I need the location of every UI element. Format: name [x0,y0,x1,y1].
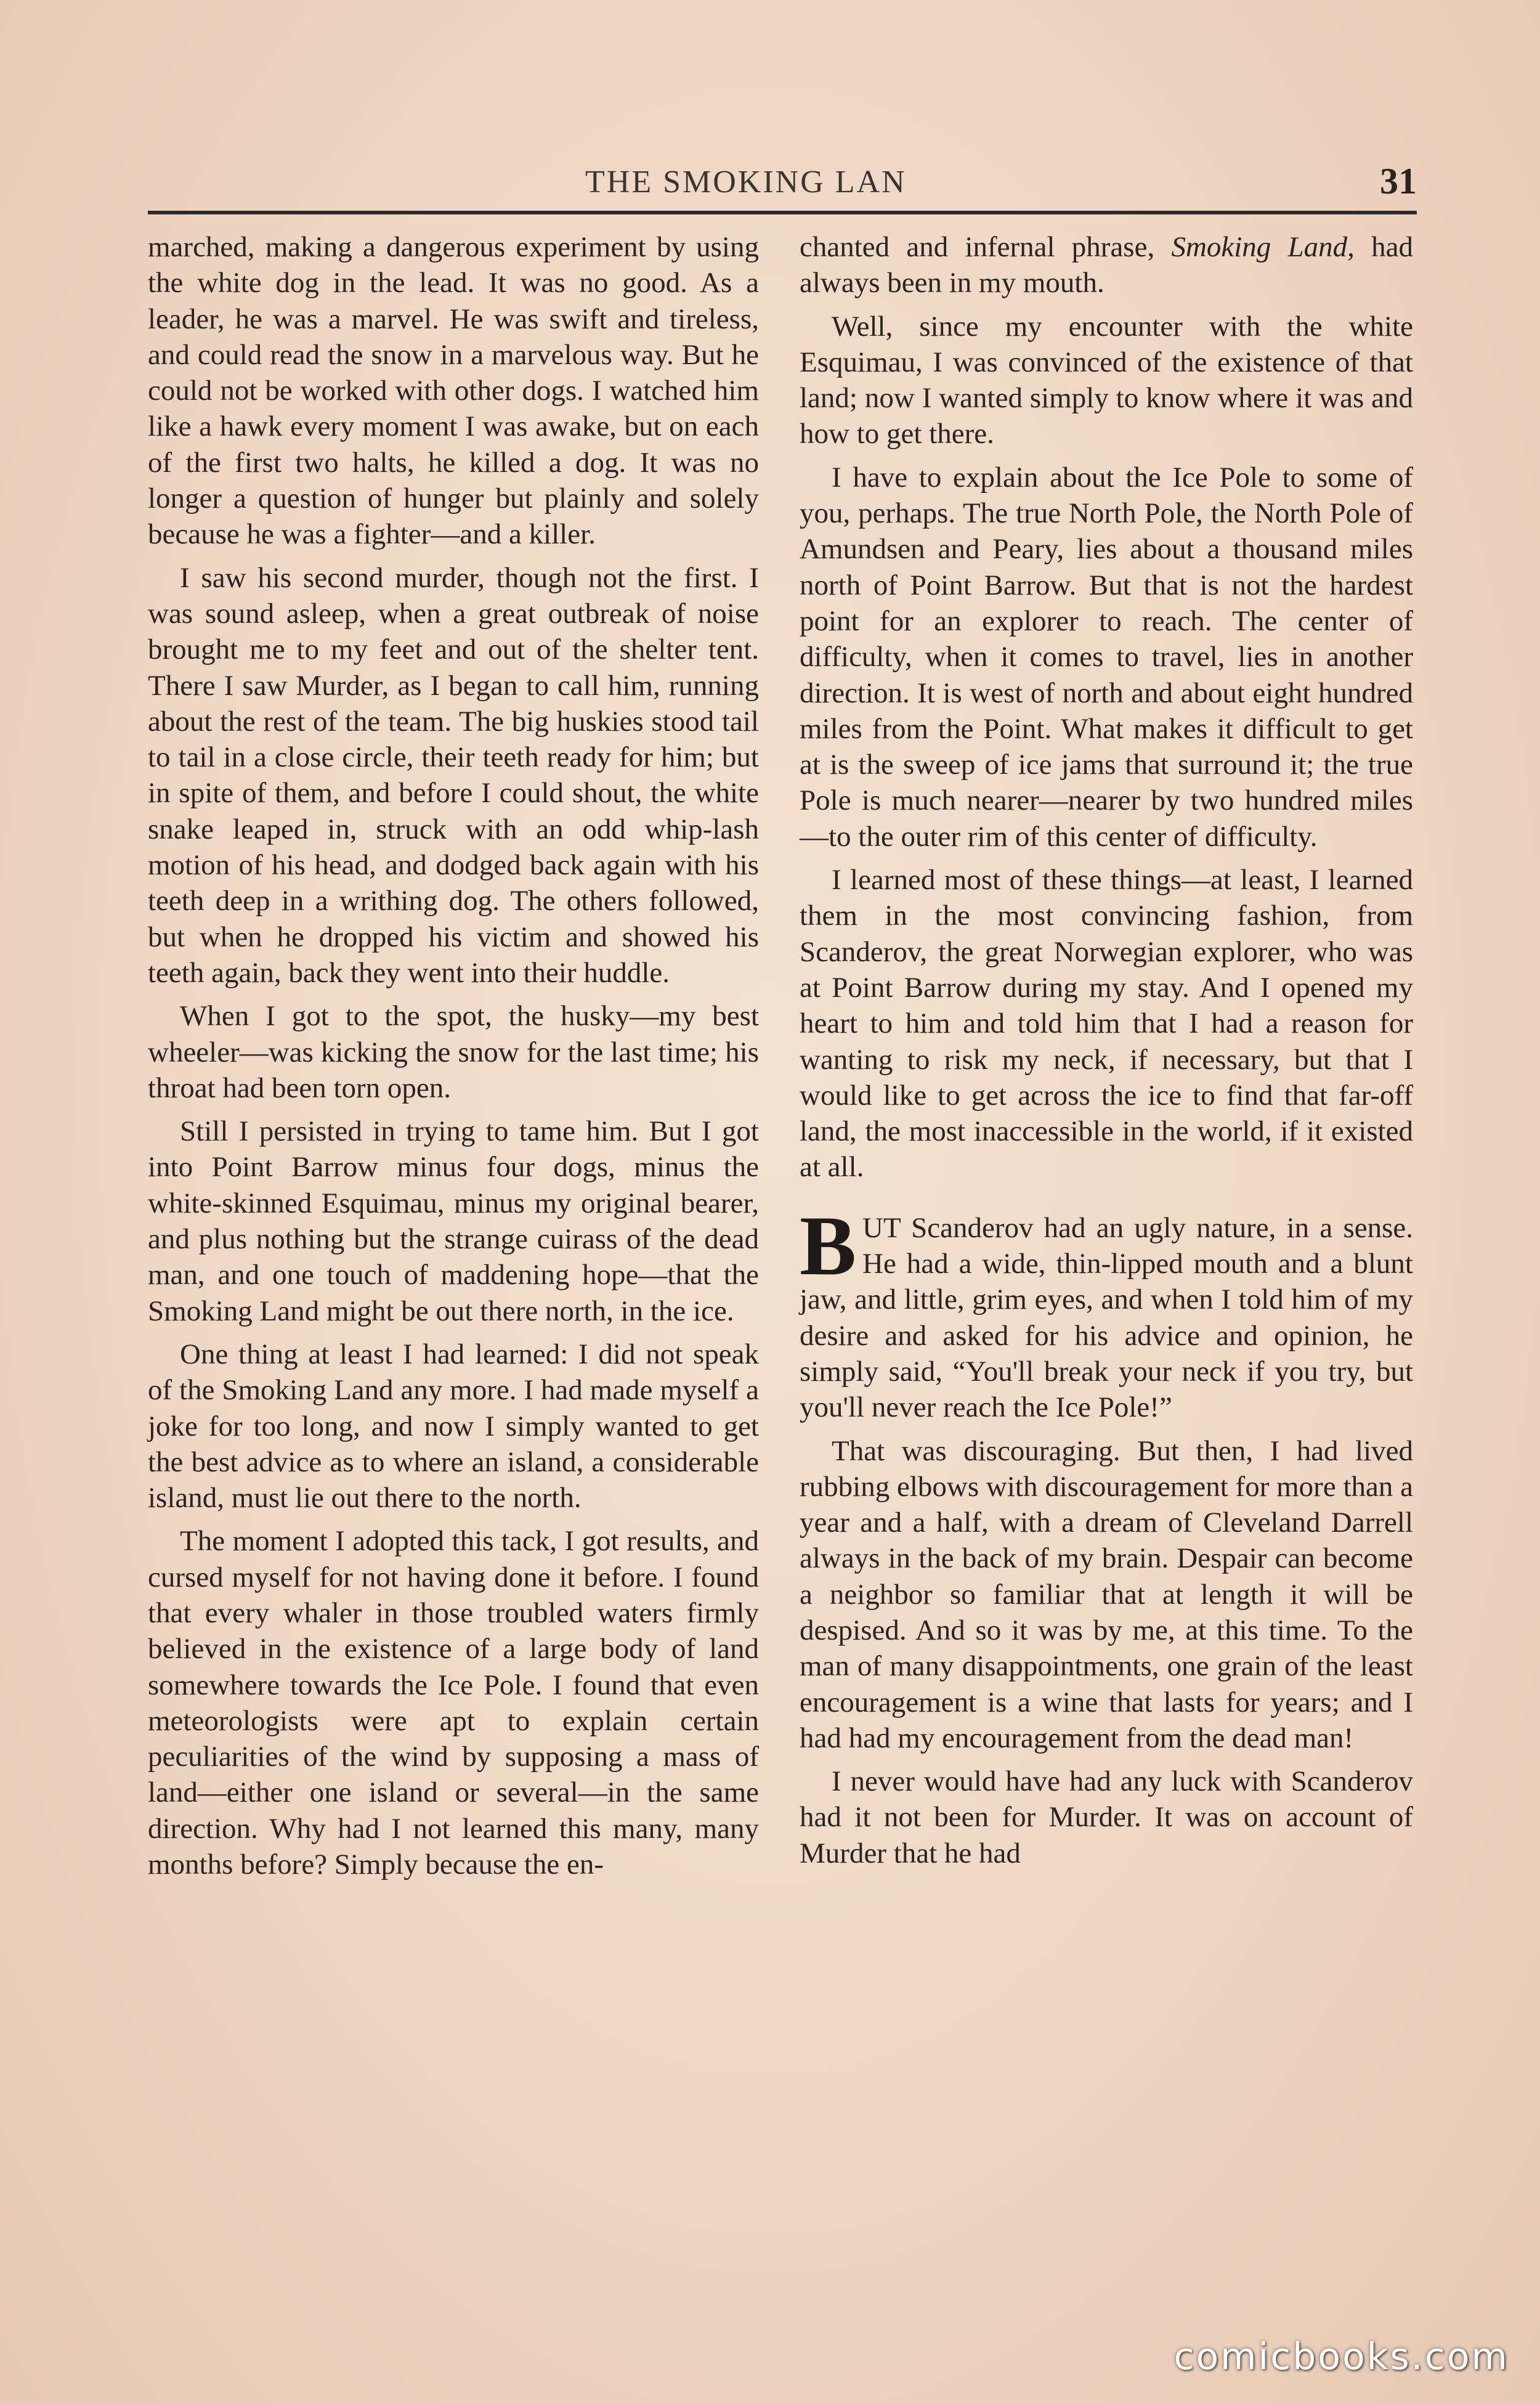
watermark: comicbooks.com [1173,2335,1509,2378]
paragraph: When I got to the spot, the husky—my best wheeler—was kicking the snow for the last time; his throat had been torn open. [148,1000,759,1104]
right-column [800,229,1413,1871]
paragraph: One thing at least I had learned: I did not speak of the Smoking Land any more. I had made myself a joke for too long, and now I simply wanted to get the best advice as to where an island, a considerable island, must lie out there to the north. [148,1338,759,1515]
paragraph: The moment I adopted this tack, I got results, and cursed myself for not having done it before. I found that every whaler in those troubled waters firmly believed in the existence of a large body of land somewhere towards the Ice Pole. I found that even meteorologists were apt to explain certain peculiarities of the wind by supposing a mass of land—either one island or several—in the same direction. Why had I not learned this many, many months before? Simply because the en- [148,1525,759,1881]
italic-title: Smoking Land, [1171,231,1355,263]
paragraph: Still I persisted in trying to tame him. But I got into Point Barrow minus four dogs, minus the white-skinned Esquimau, minus my original bearer, and plus nothing but the strange cuirass of the dead man, and one touch of maddening hope—that the Smoking Land might be out there north, in the ice. [148,1115,759,1327]
paragraph-continued [800,229,1413,301]
text-run: chanted and infernal phrase, [800,231,1172,263]
paragraph: I learned most of these things—at least, I learned them in the most convincing fashion, from Scanderov, the great Norwegian explorer, who was at Point Barrow during my stay. And I opened my heart to him and told him that I had a reason for wanting to risk my neck, if necessary, but that I would like to get across the ice to find that far-off land, the most inaccessible in the world, if it existed at all. [800,864,1413,1184]
text-run: had always been in my mouth. [800,231,1413,299]
section-paragraph [800,1198,1413,1426]
paragraph: I saw his second murder, though not the first. I was sound asleep, when a great outbreak of noise brought me to my feet and out of the shelter tent. There I saw Murder, as I began to call him, running about the rest of the team. The big huskies stood tail to tail in a close circle, their teeth ready for him; but in spite of them, and before I could shout, the white snake leaped in, struck with an odd whip-lash motion of his head, and dodged back again with his teeth deep in a writhing dog. The others followed, but when he dropped his victim and showed his teeth again, back they went into their huddle. [148,561,759,989]
paragraph: That was discouraging. But then, I had lived rubbing elbows with discouragement for more than a year and a half, with a dream of Cleveland Darrell always in the back of my brain. Despair can become a neighbor so familiar that at length it will be despised. And so it was by me, at this time. To the man of many disappointments, one grain of the least encouragement is a wine that lasts for years; and I had had my encouragement from the dead man! [800,1434,1413,1754]
running-title: THE SMOKING LAN [585,165,907,200]
page-number: 31 [1380,161,1417,201]
paragraph: marched, making a dangerous experiment by using the white dog in the lead. It was no good. As a leader, he was a marvel. He was swift and tireless, and could read the snow in a marvelous way. But he could not be worked with other dogs. I watched him like a hawk every moment I was awake, but on each of the first two halts, he killed a dog. It was no longer a question of hunger but plainly and solely because he was a fighter—and a killer. [148,231,759,551]
paragraph: Well, since my encounter with the white Esquimau, I was convinced of the existence of that land; now I wanted simply to know where it was and how to get there. [800,310,1413,450]
page-header [148,160,1417,209]
drop-cap: B [800,1198,857,1293]
text-run: UT Scanderov had an ugly nature, in a sense. He had a wide, thin-lipped mouth and a blunt jaw, and little, grim eyes, and when I told him of my desire and asked for his advice and opinion, he simply said, “You'll break your neck if you try, but you'll never reach the Ice Pole!” [800,1211,1413,1424]
header-rule [148,211,1417,214]
paragraph: I never would have had any luck with Scanderov had it not been for Murder. It was on account of Murder that he had [800,1765,1413,1869]
paragraph: I have to explain about the Ice Pole to some of you, perhaps. The true North Pole, the North Pole of Amundsen and Peary, lies about a thousand miles north of Point Barrow. But that is not the hardest point for an explorer to reach. The center of difficulty, when it comes to travel, lies in another direction. It is west of north and about eight hundred miles from the Point. What makes it difficult to get at is the sweep of ice jams that surround it; the true Pole is much nearer—nearer by two hundred miles—to the outer rim of this center of difficulty. [800,461,1413,853]
left-column [148,229,759,1882]
